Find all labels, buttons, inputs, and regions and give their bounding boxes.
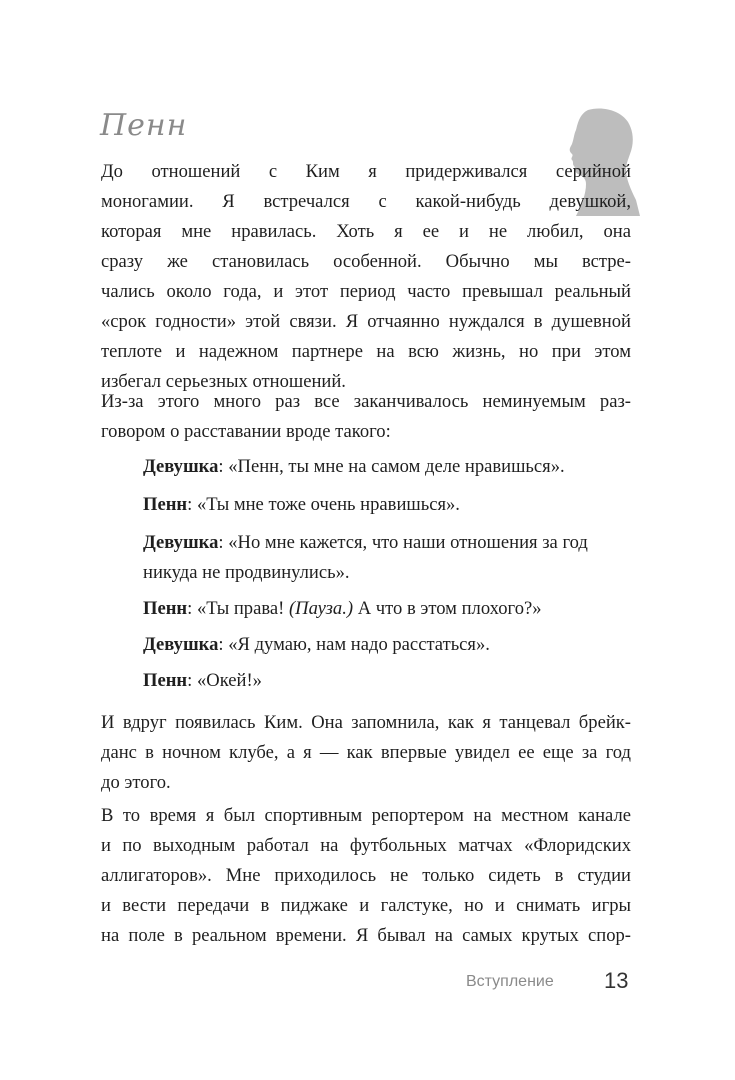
text-line: аллигаторов». Мне приходилось не только сидеть в студии (101, 865, 631, 886)
dialogue-text: А что в этом плохого?» (353, 598, 542, 619)
page-number: 13 (604, 968, 629, 993)
text-line: теплоте и надежном партнере на всю жизнь, но при этом (101, 341, 631, 362)
paragraph-1 (101, 157, 631, 397)
text-line: моногамии. Я встречался с какой-нибудь девушкой, (101, 191, 631, 212)
text-line: на поле в реальном времени. Я бывал на самых крутых спор- (101, 925, 631, 946)
text-line: И вдруг появилась Ким. Она запомнила, как я танцевал брейк- (101, 712, 631, 733)
dialogue-speaker: Девушка (143, 532, 219, 553)
footer-section-title: Вступление (466, 973, 554, 990)
text-line: Из-за этого много раз все заканчивалось неминуемым раз- (101, 391, 631, 412)
dialogue-text: : «Но мне кажется, что наши отношения за год (218, 532, 588, 553)
dialogue-speaker: Пенн (143, 670, 188, 691)
dialogue-speaker: Девушка (143, 456, 219, 477)
dialogue-line-3 (143, 528, 631, 588)
dialogue-line-5 (143, 630, 631, 660)
paragraph-3 (101, 708, 631, 798)
dialogue-speaker: Пенн (143, 598, 188, 619)
text-line: которая мне нравилась. Хоть я ее и не любил, она (101, 221, 631, 242)
dialogue-stage-direction: (Пауза.) (288, 598, 354, 619)
dialogue-text: : «Пенн, ты мне на самом деле нравишься». (218, 456, 565, 477)
section-speaker-heading: Пенн (100, 108, 188, 143)
dialogue-line-2 (143, 490, 631, 520)
text-line: «срок годности» этой связи. Я отчаянно нуждался в душевной (101, 311, 631, 332)
dialogue-text: : «Окей!» (187, 670, 262, 691)
text-line: говором о расставании вроде такого: (101, 421, 391, 442)
dialogue-speaker: Пенн (143, 494, 188, 515)
text-line: чались около года, и этот период часто превышал реальный (101, 281, 631, 302)
dialogue-line-4 (143, 594, 631, 624)
paragraph-4 (101, 801, 631, 951)
dialogue-text: : «Ты мне тоже очень нравишься». (187, 494, 460, 515)
text-line: и по выходным работал на футбольных матчах «Флоридских (101, 835, 631, 856)
text-line: В то время я был спортивным репортером на местном канале (101, 805, 631, 826)
text-line: и вести передачи в пиджаке и галстуке, но и снимать игры (101, 895, 631, 916)
dialogue-text: : «Ты права! (187, 598, 289, 619)
dialogue-line-1 (143, 452, 631, 482)
text-line: До отношений с Ким я придерживался серийной (101, 161, 631, 182)
dialogue-line-6 (143, 666, 631, 696)
text-line: данс в ночном клубе, а я — как впервые увидел ее еще за год (101, 742, 631, 763)
text-line: до этого. (101, 772, 171, 793)
dialogue-speaker: Девушка (143, 634, 219, 655)
dialogue-text: : «Я думаю, нам надо расстаться». (218, 634, 490, 655)
text-line: сразу же становилась особенной. Обычно мы встре- (101, 251, 631, 272)
dialogue-text-continued: никуда не продвинулись». (143, 562, 350, 583)
text-line: избегал серьезных отношений. (101, 371, 346, 392)
paragraph-2 (101, 387, 631, 447)
